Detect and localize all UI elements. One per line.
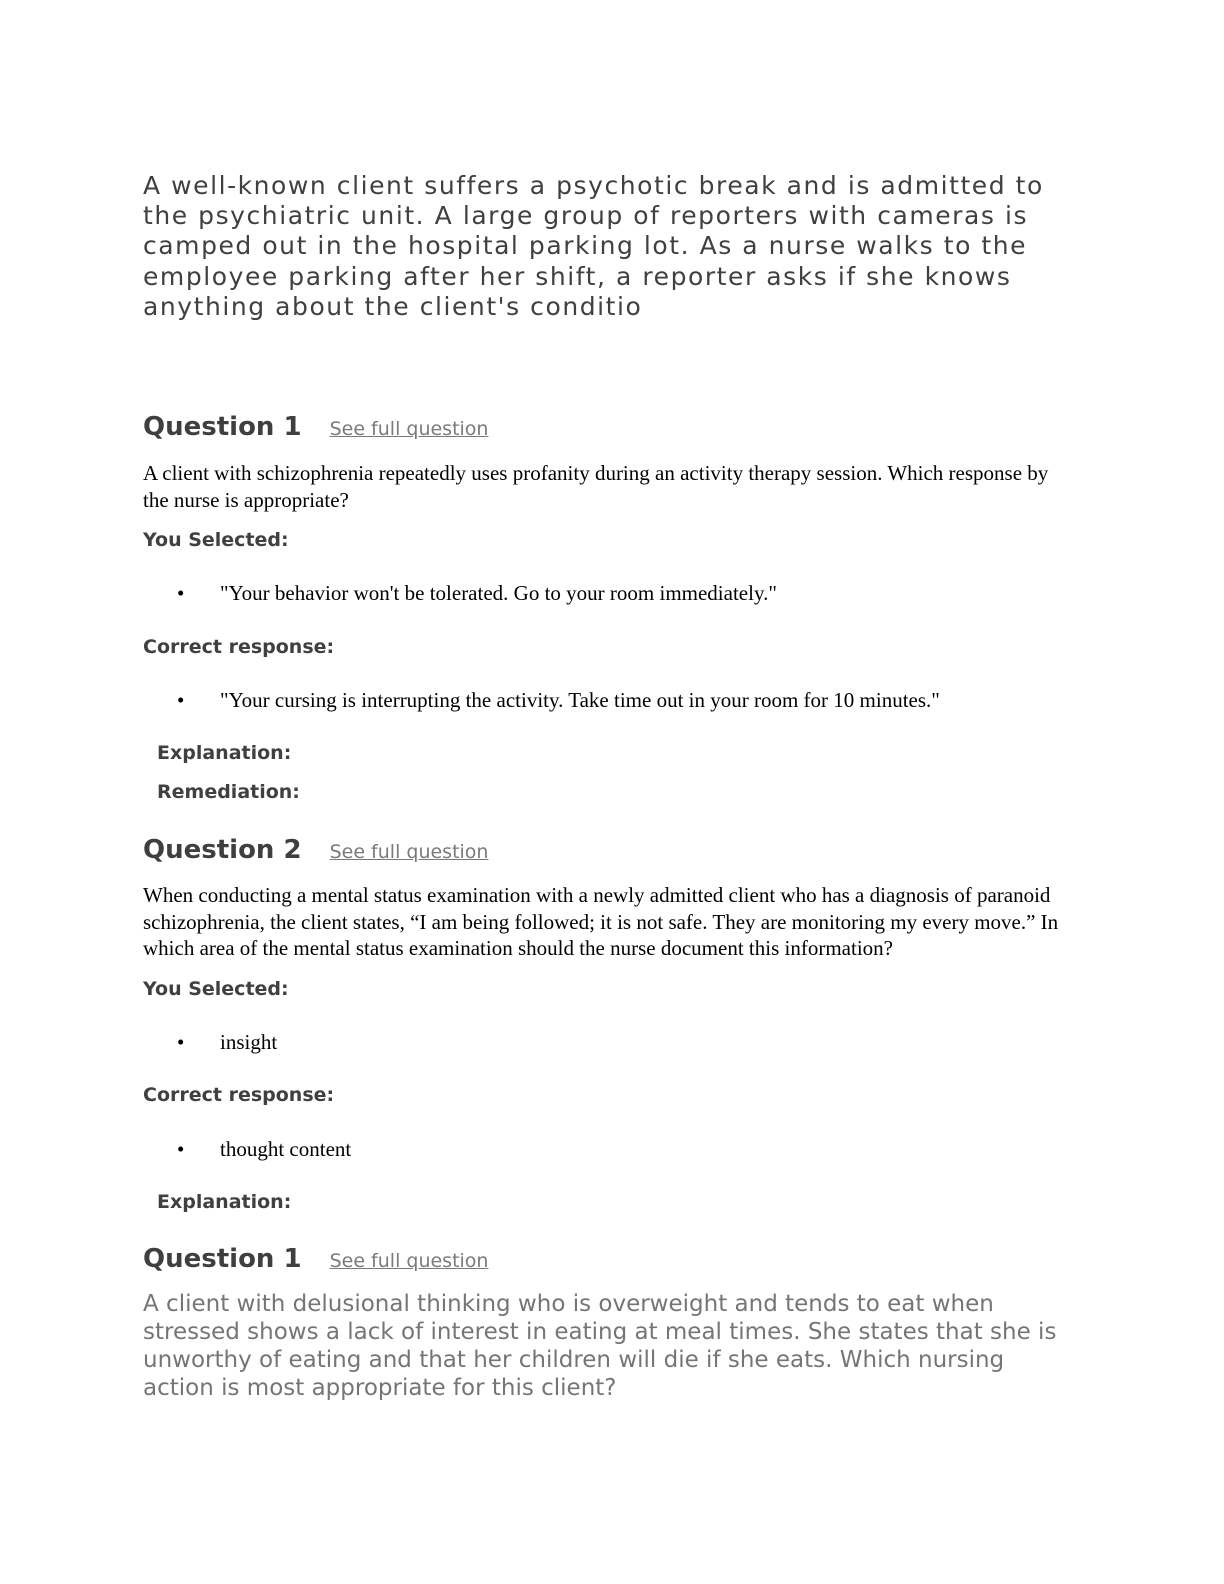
question-text: A client with delusional thinking who is overweight and tends to eat when stressed shows a lack of interest in eating at meal times. She states that she is unworthy of eating and that her children will die if she eats. Which nursing action is most appropriate for this client? <box>143 1291 1057 1401</box>
question-text: When conducting a mental status examination with a newly admitted client who has a diagnosis of paranoid schizophrenia, the client states, “I am being followed; it is not safe. They are monitoring my every move.” In which area of the mental status examination should the nurse document this information? <box>143 883 1059 960</box>
you-selected-label: You Selected: <box>143 978 289 1000</box>
correct-answer <box>177 1137 351 1162</box>
intro-paragraph: A well-known client suffers a psychotic break and is admitted to the psychiatric unit. A large group of reporters with cameras is camped out in the hospital parking lot. As a nurse walks to the employee parking after her shift, a reporter asks if she knows anything about the client's conditio <box>143 171 1044 321</box>
bullet-icon: • <box>177 581 185 605</box>
question-3-header <box>143 1244 488 1274</box>
selected-answer-text: "Your behavior won't be tolerated. Go to your room immediately." <box>220 581 777 605</box>
question-2-header <box>143 835 488 865</box>
bullet-icon: • <box>177 688 185 712</box>
selected-answer-text: insight <box>220 1030 278 1054</box>
question-title: Question 1 <box>143 412 302 442</box>
explanation-label: Explanation: <box>157 1191 292 1213</box>
bullet-icon: • <box>177 1137 185 1161</box>
see-full-question-link[interactable]: See full question <box>329 418 489 440</box>
explanation-label: Explanation: <box>157 742 292 764</box>
question-text: A client with schizophrenia repeatedly uses profanity during an activity therapy session. Which response by the nurse is appropriate? <box>143 461 1049 512</box>
correct-response-label: Correct response: <box>143 1084 335 1106</box>
question-title: Question 1 <box>143 1244 302 1274</box>
see-full-question-link[interactable]: See full question <box>329 1250 489 1272</box>
you-selected-label: You Selected: <box>143 529 289 551</box>
remediation-label: Remediation: <box>157 781 300 803</box>
see-full-question-link[interactable]: See full question <box>329 841 489 863</box>
bullet-icon: • <box>177 1030 185 1054</box>
correct-answer-text: thought content <box>220 1137 352 1161</box>
correct-answer <box>177 688 940 713</box>
selected-answer <box>177 1030 277 1055</box>
correct-response-label: Correct response: <box>143 636 335 658</box>
question-title: Question 2 <box>143 835 302 865</box>
correct-answer-text: "Your cursing is interrupting the activity. Take time out in your room for 10 minutes." <box>220 688 940 712</box>
selected-answer <box>177 581 777 606</box>
question-1-header <box>143 412 488 442</box>
